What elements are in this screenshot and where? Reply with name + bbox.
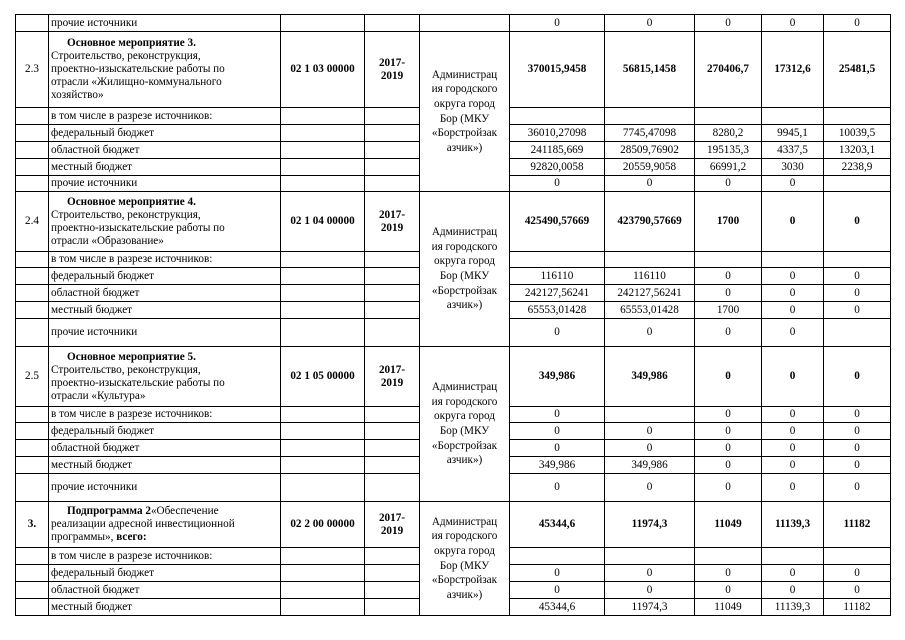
cell-value: 0 xyxy=(605,582,695,599)
row-label: областной бюджет xyxy=(49,285,281,302)
cell-value xyxy=(824,319,891,347)
budget-table xyxy=(15,14,891,616)
row-label: прочие источники xyxy=(49,319,281,347)
cell-value: 0 xyxy=(824,268,891,285)
row-label: в том числе в разрезе источников: xyxy=(49,108,281,125)
cell-value xyxy=(824,176,891,192)
total-value: 349,986 xyxy=(605,347,695,407)
cell-value: 0 xyxy=(695,582,762,599)
row-label: местный бюджет xyxy=(49,599,281,616)
cell-value: 195135,3 xyxy=(695,142,762,159)
row-label: прочие источники xyxy=(49,474,281,502)
total-value: 11049 xyxy=(695,502,762,548)
total-value: 370015,9458 xyxy=(510,32,605,108)
cell-value: 0 xyxy=(605,423,695,440)
cell-value: 0 xyxy=(824,440,891,457)
row-index: 2.4 xyxy=(16,192,49,252)
total-value: 11182 xyxy=(824,502,891,548)
program-code: 02 1 04 00000 xyxy=(281,192,365,252)
cell-value: 65553,01428 xyxy=(510,302,605,319)
cell-value: 0 xyxy=(695,268,762,285)
years: 2017- 2019 xyxy=(365,32,420,108)
cell-value: 0 xyxy=(824,423,891,440)
years: 2017- 2019 xyxy=(365,347,420,407)
row-label: областной бюджет xyxy=(49,440,281,457)
cell-value: 0 xyxy=(695,474,762,502)
cell-value: 0 xyxy=(762,176,824,192)
cell-value: 242127,56241 xyxy=(510,285,605,302)
row-label: в том числе в разрезе источников: xyxy=(49,252,281,268)
row-index: 3. xyxy=(16,502,49,548)
administrator-cell: Администрац ия городского округа город Бор (МКУ «Борстройзак азчик») xyxy=(420,32,510,192)
cell-value: 9945,1 xyxy=(762,125,824,142)
program-code: 02 2 00 00000 xyxy=(281,502,365,548)
cell-value: 0 xyxy=(605,176,695,192)
row-label: прочие источники xyxy=(49,15,281,32)
cell-value: 0 xyxy=(510,15,605,32)
cell-value: 11182 xyxy=(824,599,891,616)
row-label: федеральный бюджет xyxy=(49,125,281,142)
cell-value: 242127,56241 xyxy=(605,285,695,302)
cell-value: 0 xyxy=(695,285,762,302)
total-value: 349,986 xyxy=(510,347,605,407)
measure-title: Основное мероприятие 5. Строительство, реконструкция, проектно-изыскательские работы по отрасли «Культура» xyxy=(49,347,281,407)
row-index: 2.5 xyxy=(16,347,49,407)
cell-value: 0 xyxy=(762,302,824,319)
program-code: 02 1 05 00000 xyxy=(281,347,365,407)
cell-value: 0 xyxy=(695,407,762,423)
cell-value: 11974,3 xyxy=(605,599,695,616)
cell-value: 116110 xyxy=(510,268,605,285)
row-label: местный бюджет xyxy=(49,159,281,176)
cell-value: 0 xyxy=(762,582,824,599)
cell-value: 0 xyxy=(824,15,891,32)
cell-value: 0 xyxy=(824,474,891,502)
cell-value: 36010,27098 xyxy=(510,125,605,142)
cell-value: 0 xyxy=(762,285,824,302)
administrator-cell: Администрац ия городского округа город Бор (МКУ «Борстройзак азчик») xyxy=(420,192,510,347)
cell-value: 1700 xyxy=(695,302,762,319)
measure-heading: Основное мероприятие 4. xyxy=(67,195,196,208)
total-value: 270406,7 xyxy=(695,32,762,108)
total-value: 1700 xyxy=(695,192,762,252)
cell-value: 0 xyxy=(605,474,695,502)
cell-value: 0 xyxy=(695,457,762,474)
cell-value: 4337,5 xyxy=(762,142,824,159)
subprogram-title: Подпрограмма 2«Обеспечение реализации адресной инвестиционной программы», всего: xyxy=(49,502,281,548)
total-value: 11974,3 xyxy=(605,502,695,548)
cell-value: 0 xyxy=(824,285,891,302)
row-label: местный бюджет xyxy=(49,457,281,474)
total-value: 0 xyxy=(695,347,762,407)
cell-value: 0 xyxy=(695,423,762,440)
cell-value: 0 xyxy=(510,407,605,423)
cell-value: 0 xyxy=(824,582,891,599)
measure-heading: Основное мероприятие 5. xyxy=(67,350,196,363)
table-row xyxy=(16,347,891,407)
cell-value: 0 xyxy=(695,176,762,192)
subprogram-heading: Подпрограмма 2 xyxy=(67,505,151,517)
total-value: 423790,57669 xyxy=(605,192,695,252)
cell-value: 0 xyxy=(762,407,824,423)
cell-value: 0 xyxy=(695,319,762,347)
cell-value: 0 xyxy=(762,474,824,502)
row-label: федеральный бюджет xyxy=(49,423,281,440)
cell-value: 11049 xyxy=(695,599,762,616)
cell-value: 0 xyxy=(695,15,762,32)
cell-value: 0 xyxy=(762,319,824,347)
cell-value: 0 xyxy=(824,457,891,474)
cell-value: 0 xyxy=(824,407,891,423)
table-row xyxy=(16,32,891,108)
administrator-cell: Администрац ия городского округа город Бор (МКУ «Борстройзак азчик») xyxy=(420,347,510,502)
total-value: 425490,57669 xyxy=(510,192,605,252)
row-label: федеральный бюджет xyxy=(49,268,281,285)
cell-value: 0 xyxy=(605,15,695,32)
cell-value: 0 xyxy=(510,565,605,582)
measure-title: Основное мероприятие 3. Строительство, реконструкция, проектно-изыскательские работы по отрасли «Жилищно-коммунального хозяйство» xyxy=(49,32,281,108)
cell-value: 0 xyxy=(510,582,605,599)
measure-title: Основное мероприятие 4. Строительство, реконструкция, проектно-изыскательские работы по отрасли «Образование» xyxy=(49,192,281,252)
program-code: 02 1 03 00000 xyxy=(281,32,365,108)
measure-heading: Основное мероприятие 3. xyxy=(67,37,196,49)
row-index: 2.3 xyxy=(16,32,49,108)
cell-value: 0 xyxy=(510,440,605,457)
cell-value: 349,986 xyxy=(510,457,605,474)
cell-value: 0 xyxy=(762,457,824,474)
cell-value: 28509,76902 xyxy=(605,142,695,159)
row-label: прочие источники xyxy=(49,176,281,192)
row-label: местный бюджет xyxy=(49,302,281,319)
cell-value: 116110 xyxy=(605,268,695,285)
cell-value: 0 xyxy=(762,423,824,440)
table-row xyxy=(16,192,891,252)
cell-value: 11139,3 xyxy=(762,599,824,616)
total-value: 25481,5 xyxy=(824,32,891,108)
cell-value: 0 xyxy=(762,440,824,457)
total-value: 0 xyxy=(824,192,891,252)
row-label: областной бюджет xyxy=(49,582,281,599)
cell-value: 349,986 xyxy=(605,457,695,474)
cell-value: 0 xyxy=(762,565,824,582)
total-value: 0 xyxy=(762,192,824,252)
cell-value: 0 xyxy=(510,176,605,192)
cell-value: 0 xyxy=(762,268,824,285)
total-value: 0 xyxy=(824,347,891,407)
row-label: федеральный бюджет xyxy=(49,565,281,582)
administrator-cell: Администрац ия городского округа город Бор (МКУ «Борстройзак азчик») xyxy=(420,502,510,616)
cell-value: 8280,2 xyxy=(695,125,762,142)
cell-value: 241185,669 xyxy=(510,142,605,159)
cell-value xyxy=(605,407,695,423)
cell-value: 0 xyxy=(510,474,605,502)
cell-value: 13203,1 xyxy=(824,142,891,159)
cell-value: 0 xyxy=(695,565,762,582)
cell-value: 0 xyxy=(762,15,824,32)
cell-value: 3030 xyxy=(762,159,824,176)
row-label: в том числе в разрезе источников: xyxy=(49,548,281,565)
years: 2017- 2019 xyxy=(365,192,420,252)
total-value: 45344,6 xyxy=(510,502,605,548)
cell-value: 7745,47098 xyxy=(605,125,695,142)
cell-value: 0 xyxy=(824,302,891,319)
table-row xyxy=(16,15,891,32)
total-value: 17312,6 xyxy=(762,32,824,108)
row-label: областной бюджет xyxy=(49,142,281,159)
years: 2017- 2019 xyxy=(365,502,420,548)
cell-value: 66991,2 xyxy=(695,159,762,176)
cell-value: 2238,9 xyxy=(824,159,891,176)
total-value: 0 xyxy=(762,347,824,407)
cell-value: 0 xyxy=(824,565,891,582)
cell-value: 92820,0058 xyxy=(510,159,605,176)
total-value: 11139,3 xyxy=(762,502,824,548)
cell-value: 45344,6 xyxy=(510,599,605,616)
row-label: в том числе в разрезе источников: xyxy=(49,407,281,423)
cell-value: 10039,5 xyxy=(824,125,891,142)
cell-value: 65553,01428 xyxy=(605,302,695,319)
cell-value: 0 xyxy=(605,319,695,347)
cell-value: 0 xyxy=(510,319,605,347)
cell-value: 0 xyxy=(510,423,605,440)
table-row xyxy=(16,502,891,548)
total-value: 56815,1458 xyxy=(605,32,695,108)
cell-value: 0 xyxy=(605,565,695,582)
cell-value: 20559,9058 xyxy=(605,159,695,176)
cell-value: 0 xyxy=(605,440,695,457)
cell-value: 0 xyxy=(695,440,762,457)
